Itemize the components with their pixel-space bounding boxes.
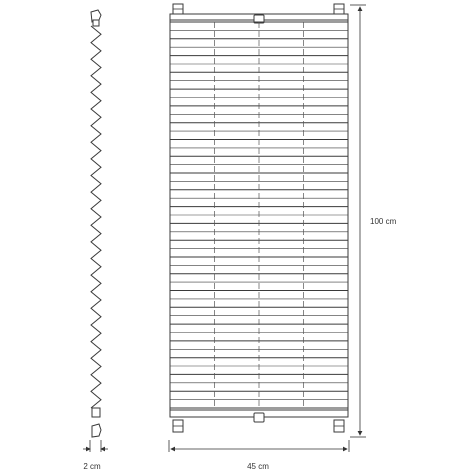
side-pleat-profile xyxy=(91,26,101,408)
side-bottom-clip xyxy=(92,424,101,437)
height-dimension xyxy=(350,5,397,437)
side-top-rail xyxy=(93,20,99,26)
side-bottom-rail xyxy=(92,408,100,417)
depth-label: 2 cm xyxy=(83,462,101,470)
width-label: 45 cm xyxy=(247,462,269,470)
height-label: 100 cm xyxy=(370,217,397,226)
bottom-left-bracket xyxy=(173,420,183,432)
side-profile-view xyxy=(91,10,101,437)
bottom-right-bracket xyxy=(334,420,344,432)
bottom-handle xyxy=(254,413,264,422)
width-dimension xyxy=(169,440,349,470)
top-right-bracket xyxy=(334,4,344,14)
front-view xyxy=(170,4,348,432)
depth-dimension xyxy=(83,440,108,470)
top-left-bracket xyxy=(173,4,183,14)
